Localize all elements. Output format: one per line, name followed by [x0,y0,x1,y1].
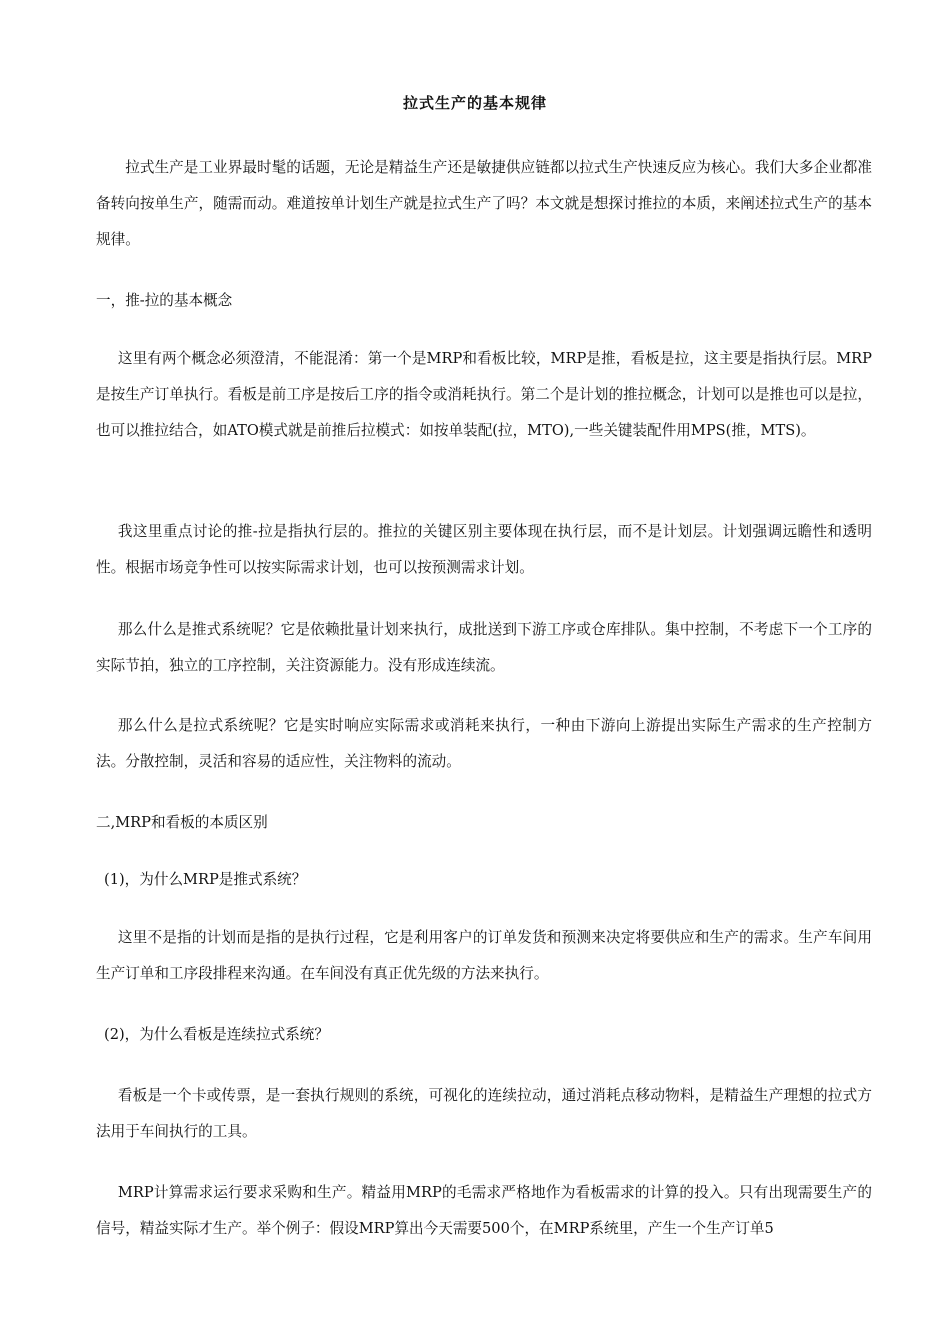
section-1-heading: 一，推-拉的基本概念 [96,292,233,309]
section-1-paragraph-1: 这里有两个概念必须澄清，不能混淆：第一个是MRP和看板比较，MRP是推，看板是拉，这主要是指执行层。MRP是按生产订单执行。看板是前工序是按后工序的指令或消耗执行。第二个是计划的推拉概念，计划可以是推也可以是拉，也可以推拉结合，如ATO模式就是前推后拉模式：如按单装配(拉，MTO),一些关键装配件用MPS(推，MTS)。 [96,350,872,439]
document-title: 拉式生产的基本规律 [402,94,547,112]
question-1-heading: (1)，为什么MRP是推式系统？ [104,871,307,888]
question-2-paragraph-2: MRP计算需求运行要求采购和生产。精益用MRP的毛需求严格地作为看板需求的计算的投入。只有出现需要生产的信号，精益实际才生产。举个例子：假设MRP算出今天需要500个，在MRP系统里，产生一个生产订单5 [96,1184,872,1237]
section-1-paragraph-3: 那么什么是推式系统呢？它是依赖批量计划来执行，成批送到下游工序或仓库排队。集中控制，不考虑下一个工序的实际节拍，独立的工序控制，关注资源能力。没有形成连续流。 [96,621,872,674]
question-2-heading: (2)，为什么看板是连续拉式系统？ [104,1026,329,1043]
question-2-paragraph-1: 看板是一个卡或传票，是一套执行规则的系统，可视化的连续拉动，通过消耗点移动物料，是精益生产理想的拉式方法用于车间执行的工具。 [96,1087,872,1140]
section-1-paragraph-4: 那么什么是拉式系统呢？它是实时响应实际需求或消耗来执行，一种由下游向上游提出实际生产需求的生产控制方法。分散控制，灵活和容易的适应性，关注物料的流动。 [96,717,872,770]
intro-paragraph: 拉式生产是工业界最时髦的话题，无论是精益生产还是敏捷供应链都以拉式生产快速反应为核心。我们大多企业都准备转向按单生产，随需而动。难道按单计划生产就是拉式生产了吗？本文就是想探讨推拉的本质，来阐述拉式生产的基本规律。 [96,159,872,248]
section-2-heading: 二,MRP和看板的本质区别 [96,814,268,831]
question-1-paragraph: 这里不是指的计划而是指的是执行过程，它是利用客户的订单发货和预测来决定将要供应和生产的需求。生产车间用生产订单和工序段排程来沟通。在车间没有真正优先级的方法来执行。 [96,929,872,982]
section-1-paragraph-2: 我这里重点讨论的推-拉是指执行层的。推拉的关键区别主要体现在执行层，而不是计划层。计划强调远瞻性和透明性。根据市场竞争性可以按实际需求计划，也可以按预测需求计划。 [96,523,872,576]
